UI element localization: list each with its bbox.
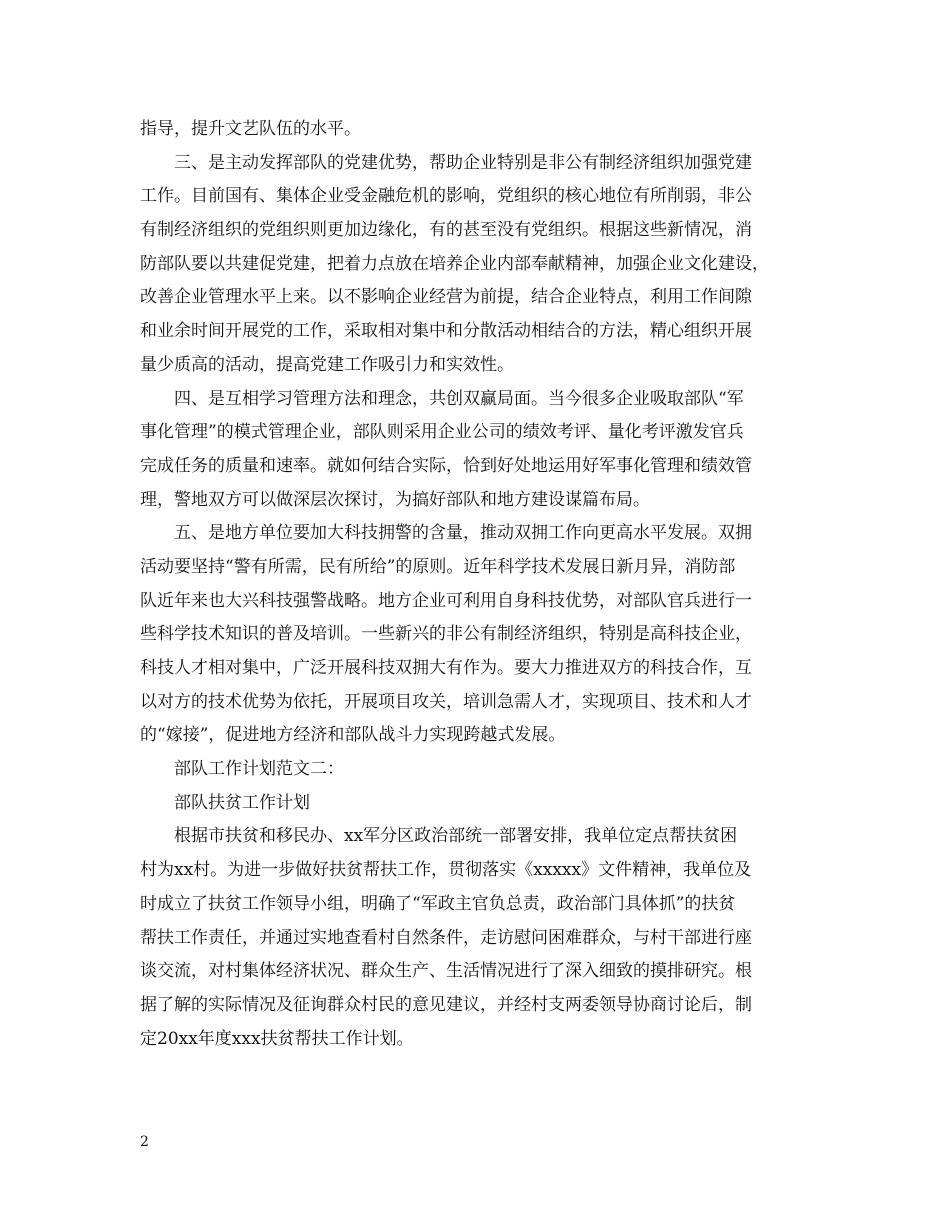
text-line: 四、是互相学习管理方法和理念，共创双赢局面。当今很多企业吸取部队“军 [174, 388, 744, 409]
text-line: 活动要坚持“警有所需，民有所给”的原则。近年科学技术发展日新月异，消防部 [140, 556, 736, 577]
document-body [140, 113, 816, 1056]
text-line: 三、是主动发挥部队的党建优势，帮助企业特别是非公有制经济组织加强党建 [174, 152, 752, 173]
text-line: 村为xx村。为进一步做好扶贫帮扶工作，贯彻落实《xxxxx》文件精神，我单位及 [140, 860, 752, 881]
text-line: 谈交流，对村集体经济状况、群众生产、生活情况进行了深入细致的摸排研究。根 [140, 961, 752, 982]
text-line: 根据市扶贫和移民办、xx军分区政治部统一部署安排，我单位定点帮扶贫困 [174, 826, 738, 847]
text-line: 帮扶工作责任，并通过实地查看村自然条件，走访慰问困难群众，与村干部进行座 [140, 927, 752, 948]
text-line: 五、是地方单位要加大科技拥警的含量，推动双拥工作向更高水平发展。双拥 [174, 523, 752, 544]
text-line: 定20xx年度xxx扶贫帮扶工作计划。 [140, 1028, 414, 1049]
text-line: 部队工作计划范文二： [174, 759, 344, 780]
text-line: 工作。目前国有、集体企业受金融危机的影响，党组织的核心地位有所削弱，非公 [140, 186, 752, 207]
text-line: 据了解的实际情况及征询群众村民的意见建议，并经村支两委领导协商讨论后，制 [140, 994, 752, 1015]
text-line: 有制经济组织的党组织则更加边缘化，有的甚至没有党组织。根据这些新情况，消 [140, 220, 752, 241]
text-line: 量少质高的活动，提高党建工作吸引力和实效性。 [140, 354, 514, 375]
page-number: 2 [140, 1134, 149, 1150]
text-line: 队近年来也大兴科技强警战略。地方企业可利用自身科技优势，对部队官兵进行一 [140, 590, 752, 611]
text-line: 防部队要以共建促党建，把着力点放在培养企业内部奉献精神，加强企业文化建设， [140, 253, 769, 274]
text-line: 时成立了扶贫工作领导小组，明确了“军政主官负总责，政治部门具体抓”的扶贫 [140, 893, 736, 914]
text-line: 和业余时间开展党的工作，采取相对集中和分散活动相结合的方法，精心组织开展 [140, 321, 752, 342]
text-line: 理，警地双方可以做深层次探讨，为搞好部队和地方建设谋篇布局。 [140, 489, 650, 510]
text-line: 事化管理”的模式管理企业，部队则采用企业公司的绩效考评、量化考评激发官兵 [140, 422, 744, 443]
text-line: 以对方的技术优势为依托，开展项目攻关，培训急需人才，实现项目、技术和人才 [140, 691, 752, 712]
text-line: 部队扶贫工作计划 [174, 792, 310, 813]
text-line: 科技人才相对集中，广泛开展科技双拥大有作为。要大力推进双方的科技合作，互 [140, 658, 752, 678]
text-line: 完成任务的质量和速率。就如何结合实际，恰到好处地运用好军事化管理和绩效管 [140, 455, 752, 476]
text-line: 的“嫁接”，促进地方经济和部队战斗力实现跨越式发展。 [140, 725, 566, 746]
text-line: 改善企业管理水平上来。以不影响企业经营为前提，结合企业特点，利用工作间隙 [140, 287, 752, 308]
text-line: 些科学技术知识的普及培训。一些新兴的非公有制经济组织，特别是高科技企业， [140, 624, 752, 645]
text-line: 指导，提升文艺队伍的水平。 [140, 119, 361, 139]
